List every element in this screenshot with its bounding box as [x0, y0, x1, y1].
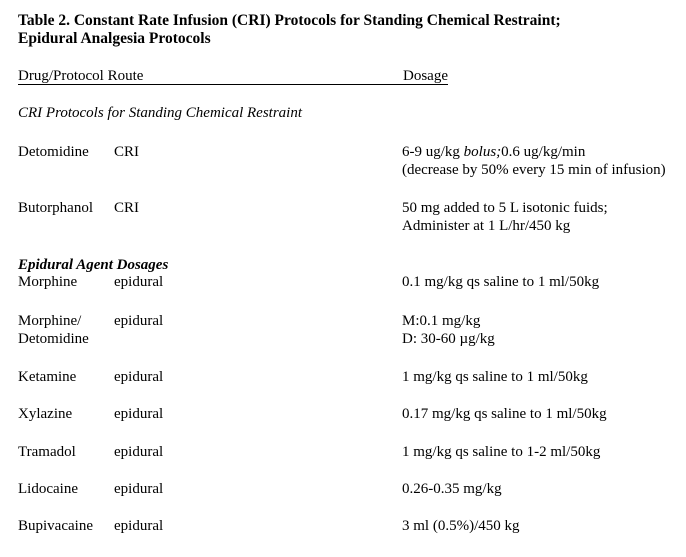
- dosage-line-2: D: 30-60 µg/kg: [402, 331, 495, 347]
- dosage: 1 mg/kg qs saline to 1 ml/50kg: [402, 369, 588, 385]
- route: epidural: [114, 481, 164, 497]
- dosage: 0.17 mg/kg qs saline to 1 ml/50kg: [402, 406, 607, 422]
- table-title-line-1: Table 2. Constant Rate Infusion (CRI) Protocols for Standing Chemical Restraint;: [18, 12, 561, 29]
- header-dosage: Dosage: [403, 68, 448, 84]
- dosage: 3 ml (0.5%)/450 kg: [402, 518, 520, 534]
- table-title-line-2: Epidural Analgesia Protocols: [18, 30, 211, 47]
- dosage: 0.26-0.35 mg/kg: [402, 481, 502, 497]
- dosage-line-2: Administer at 1 L/hr/450 kg: [402, 218, 571, 234]
- drug-name: Bupivacaine: [18, 518, 93, 534]
- header-drug-route: Drug/Protocol Route: [18, 67, 403, 85]
- drug-name: Lidocaine: [18, 481, 78, 497]
- route: epidural: [114, 406, 164, 422]
- dosage-line-1: M:0.1 mg/kg: [402, 313, 481, 329]
- drug-name: Xylazine: [18, 406, 73, 422]
- dosage-line-2: (decrease by 50% every 15 min of infusion): [402, 162, 666, 178]
- route: epidural: [114, 274, 164, 290]
- route: epidural: [114, 518, 164, 534]
- route: CRI: [114, 200, 140, 216]
- dosage-bolus-italic: bolus;: [463, 144, 502, 160]
- drug-name-line-2: Detomidine: [18, 331, 89, 347]
- dosage: 0.1 mg/kg qs saline to 1 ml/50kg: [402, 274, 600, 290]
- drug-name-line-1: Morphine/: [18, 313, 82, 329]
- route: epidural: [114, 444, 164, 460]
- section-cri-heading: CRI Protocols for Standing Chemical Restraint: [18, 105, 303, 121]
- dosage: [402, 312, 495, 348]
- dosage-text: 0.6 ug/kg/min: [501, 144, 586, 160]
- route: CRI: [114, 144, 140, 160]
- drug-name: [18, 312, 89, 348]
- dosage: [402, 143, 666, 179]
- dosage: 1 mg/kg qs saline to 1-2 ml/50kg: [402, 444, 601, 460]
- drug-name: Butorphanol: [18, 200, 93, 216]
- drug-name: Ketamine: [18, 369, 77, 385]
- dosage-line-1: 50 mg added to 5 L isotonic fuids;: [402, 200, 608, 216]
- drug-name: Morphine: [18, 274, 78, 290]
- section-epidural-heading: Epidural Agent Dosages: [18, 257, 169, 273]
- drug-name: Tramadol: [18, 444, 76, 460]
- route: epidural: [114, 369, 164, 385]
- route: epidural: [114, 313, 164, 329]
- dosage: [402, 199, 608, 235]
- dosage-text: 6-9 ug/kg: [402, 144, 464, 160]
- drug-name: Detomidine: [18, 144, 89, 160]
- table-title: [18, 12, 561, 48]
